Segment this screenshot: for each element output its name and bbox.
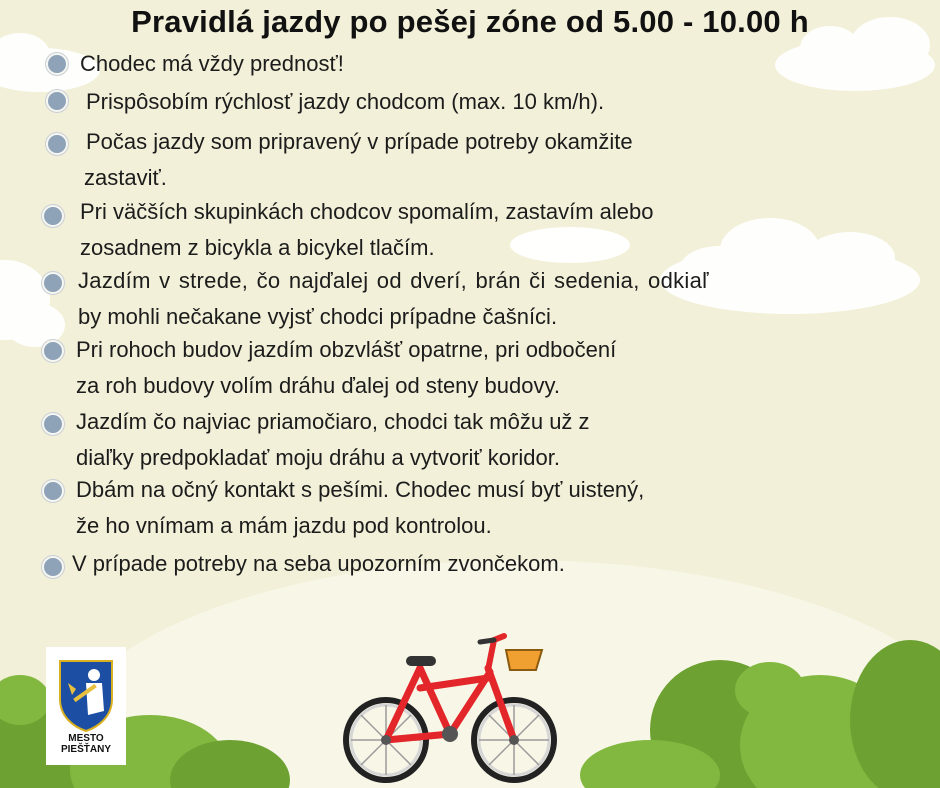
circle-bullet-icon	[42, 413, 64, 435]
list-item: Jazdím v strede, čo najďalej od dverí, brán či sedenia, odkiaľ by mohli nečakane vyjsť chodci prípadne čašníci.	[78, 268, 709, 329]
bicycle-icon	[338, 628, 568, 788]
circle-bullet-icon	[46, 53, 68, 75]
list-item: Chodec má vždy prednosť!	[80, 51, 344, 76]
logo-text-line1: MESTO	[68, 733, 104, 744]
circle-bullet-icon	[42, 340, 64, 362]
circle-bullet-icon	[46, 90, 68, 112]
city-logo	[46, 647, 126, 765]
list-item: Dbám na očný kontakt s pešími. Chodec musí byť uistený, že ho vnímam a mám jazdu pod kontrolou.	[76, 477, 645, 538]
circle-bullet-icon	[46, 133, 68, 155]
list-item: V prípade potreby na seba upozorním zvončekom.	[72, 551, 565, 576]
circle-bullet-icon	[42, 205, 64, 227]
logo-text-line2: PIEŠŤANY	[60, 744, 111, 755]
circle-bullet-icon	[42, 272, 64, 294]
page-title: Pravidlá jazdy po pešej zóne od 5.00 - 10.00 h	[131, 4, 809, 39]
list-item: Pri rohoch budov jazdím obzvlášť opatrne, pri odbočení za roh budovy volím dráhu ďalej od steny budovy.	[76, 337, 617, 398]
circle-bullet-icon	[42, 556, 64, 578]
list-item: Jazdím čo najviac priamočiaro, chodci tak môžu už z diaľky predpokladať moju dráhu a vytvoriť koridor.	[76, 409, 590, 470]
circle-bullet-icon	[42, 480, 64, 502]
list-item: Prispôsobím rýchlosť jazdy chodcom (max. 10 km/h).	[86, 89, 605, 114]
coat-of-arms-icon	[46, 655, 126, 735]
list-item: Počas jazdy som pripravený v prípade potreby okamžite zastaviť.	[84, 129, 633, 190]
list-item: Pri väčších skupinkách chodcov spomalím, zastavím alebo zosadnem z bicykla a bicykel tlačím.	[80, 199, 654, 260]
